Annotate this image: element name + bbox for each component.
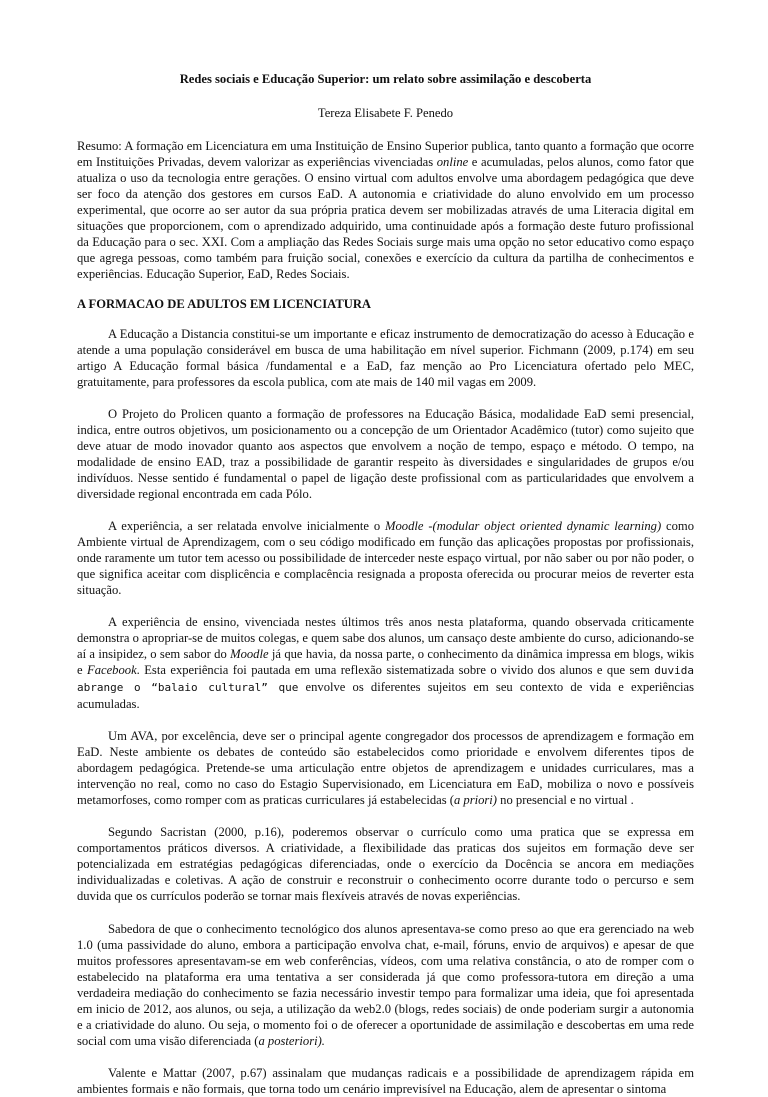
p5-text-cont: no presencial e no virtual . xyxy=(497,793,634,807)
p4-text-d: envolve os diferentes sujeitos em seu contexto de vida e experiências acumuladas. xyxy=(77,680,694,711)
document-page xyxy=(77,71,694,1097)
paragraph-6 xyxy=(77,824,694,905)
p7-text: Sabedora de que o conhecimento tecnológico dos alunos apresentava-se como preso ao que era gerenciado na web 1.0 (uma passividade do aluno, embora a participação envolva chat, e-mail, fóruns, envio de arquivos) e apesar de que muitos professores apresentavam-se em web conferências, vídeos, com uma relativa constância, o ato de romper com o estabelecido na plataforma era uma tentativa a ser considerada já que como professora-tutora em direção a uma verdadeira mediação do conhecimento se fazia necessário investir tempo para formalizar uma ideia, que foi apresentada em inicio de 2012, aos alunos, ou seja, a utilização da web2.0 (blogs, redes sociais) de onde poderiam surgir a autonomia e a criatividade do aluno. Ou seja, o momento foi o de oferecer a oportunidade de assimilação e descobertas em uma rede social com uma visão diferenciada ( xyxy=(77,922,694,1048)
p6-mono-o: o xyxy=(135,890,143,903)
p4-text-b: já que havia, da nossa parte, o conhecimento da dinâmica impressa em blogs, wikis e xyxy=(77,647,694,677)
p4-text-c: . Esta experiência foi pautada em uma reflexão sistematizada sobre o vivido dos alunos e que sem xyxy=(136,663,655,677)
p6-text: Segundo Sacristan (2000, p.16), poderemos observar o currículo como uma pratica que se expressa em comportamentos práticos diversos. A criatividade, a flexibilidade das praticas dos sujeitos em formação deve ser potencializada em estratégias pedagógicas diferenciadas, onde o exercício da Docência se ancora em mediações individualizadas e coletivas. A ação de construir e reconstruir o conhecimento ocorre durante todo o percurso e sem duvida que xyxy=(77,825,694,903)
p4-text: A experiência de ensino, vivenciada nestes últimos três anos nesta plataforma, quando observada criticamente demonstra o apropriar-se de muitos colegas, e quem sabe dos alunos, um cansaço deste ambiente do curso, adicionando-se aí a insipidez, o sem sabor do xyxy=(77,615,694,661)
paragraph-5 xyxy=(77,728,694,808)
abstract-italic-online: online xyxy=(436,155,469,169)
paragraph-1: A Educação a Distancia constitui-se um importante e eficaz instrumento de democratização do acesso à Educação e atende a uma população considerável em busca de uma habilitação em nível superior. Fichmann (2009, p.174) em seu artigo A Educação formal básica /fundamental e a EaD, faz menção ao Pro Licenciatura ofertado pelo MEC, gratuitamente, para professores da escola publica, com ate mais de 140 mil vagas em 2009. xyxy=(77,327,694,389)
paragraph-8: Valente e Mattar (2007, p.67) assinalam que mudanças radicais e a possibilidade de aprendizagem rápida em ambientes formais e não formais, que torna todo um cenário imprevisível na Educação, alem de apresentar o sintoma xyxy=(77,1066,694,1096)
p4-italic-facebook: Facebook xyxy=(87,663,137,677)
p6-text-cont: s currículos poderão se tornar mais flexíveis através de novas experiências. xyxy=(142,889,521,903)
section-heading: A FORMACAO DE ADULTOS EM LICENCIATURA xyxy=(77,297,372,311)
paragraph-3 xyxy=(77,518,694,598)
p3-text-cont: como Ambiente virtual de Aprendizagem, com o seu código modificado em função das aplicações propostas por profissionais, onde raramente um tutor tem acesso ou possibilidade de interceder neste espaço virtual, por não saber ou por não poder, o que significa aceitar com displicência e complacência resignada a proposta oferecida ou procurar meios de reverter esta situação. xyxy=(77,519,694,597)
p5-italic-a-priori: a priori) xyxy=(453,793,497,807)
p3-italic-moodle: Moodle -(modular object oriented dynamic learning) xyxy=(385,519,662,533)
author-name: Tereza Elisabete F. Penedo xyxy=(317,106,454,120)
p7-italic-a-posteriori: a posteriori). xyxy=(258,1034,325,1048)
p4-mono-text: duvida abrange o “balaio cultural” que xyxy=(77,664,694,694)
abstract-text-cont: e acumuladas, pelos alunos, como fator que atualiza o uso da tecnologia entre gerações. O ensino virtual com adultos envolve uma abordagem pedagógica que deve ser foco da atenção dos gestores em cursos EaD. A autonomia e criatividade do aluno envolvido em um processo experimental, que ocorre ao ser autor da sua própria pratica devem ser mobilizadas através de uma Literacia digital em situações que proporcionem, com o aprendizado adquirido, uma continuidade após a formação deste futuro profissional da Educação para o sec. XXI. Com a ampliação das Redes Sociais surge mais uma opção no setor educativo como espaço que agrega pessoas, como também para fruição social, conexões e exercício da cultura da partilha de conhecimentos e experiências. Educação Superior, EaD, Redes Sociais. xyxy=(77,155,694,281)
p4-italic-moodle: Moodle xyxy=(230,647,269,661)
paragraph-2: O Projeto do Prolicen quanto a formação de professores na Educação Básica, modalidade EaD semi presencial, indica, entre outros objetivos, um posicionamento ou a concepção de um Orientador Acadêmico (tutor) como sujeito que deve atuar de modo inovador quanto aos aspectos que envolvem a noção de tempo, espaço e método. O tempo, na modalidade de ensino EAD, traz a possibilidade de garantir respeito às diversidades e singularidades de grupos e/ou indivíduos. Nesse sentido é fundamental o papel de ligação deste profissional com as particularidades que envolvem a diversidade regional encontrada em cada Pólo. xyxy=(77,407,694,501)
p3-text: A experiência, a ser relatada envolve inicialmente o xyxy=(108,519,386,533)
abstract-text: Resumo: A formação em Licenciatura em uma Instituição de Ensino Superior publica, tanto quanto a formação que ocorre em Instituições Privadas, devem valorizar as experiências vivenciadas xyxy=(77,139,694,169)
paragraph-7 xyxy=(77,921,694,1049)
document-title: Redes sociais e Educação Superior: um relato sobre assimilação e descoberta xyxy=(179,72,592,86)
p5-text: Um AVA, por excelência, deve ser o principal agente congregador dos processos de aprendizagem e formação em EaD. Neste ambiente os debates de conteúdo são estabelecidos como prioridade e envolvem diferentes tipos de abordagem pedagógica. Pretende-se uma articulação entre objetos de aprendizagem e unidades curriculares, mas a intervenção no real, como no caso do Estagio Supervisionado, em Licenciatura em EaD, mobiliza o novo e possíveis metamorfoses, como romper com as praticas curriculares já estabelecidas ( xyxy=(77,729,694,807)
abstract-paragraph xyxy=(77,138,694,282)
paragraph-4 xyxy=(77,614,694,712)
